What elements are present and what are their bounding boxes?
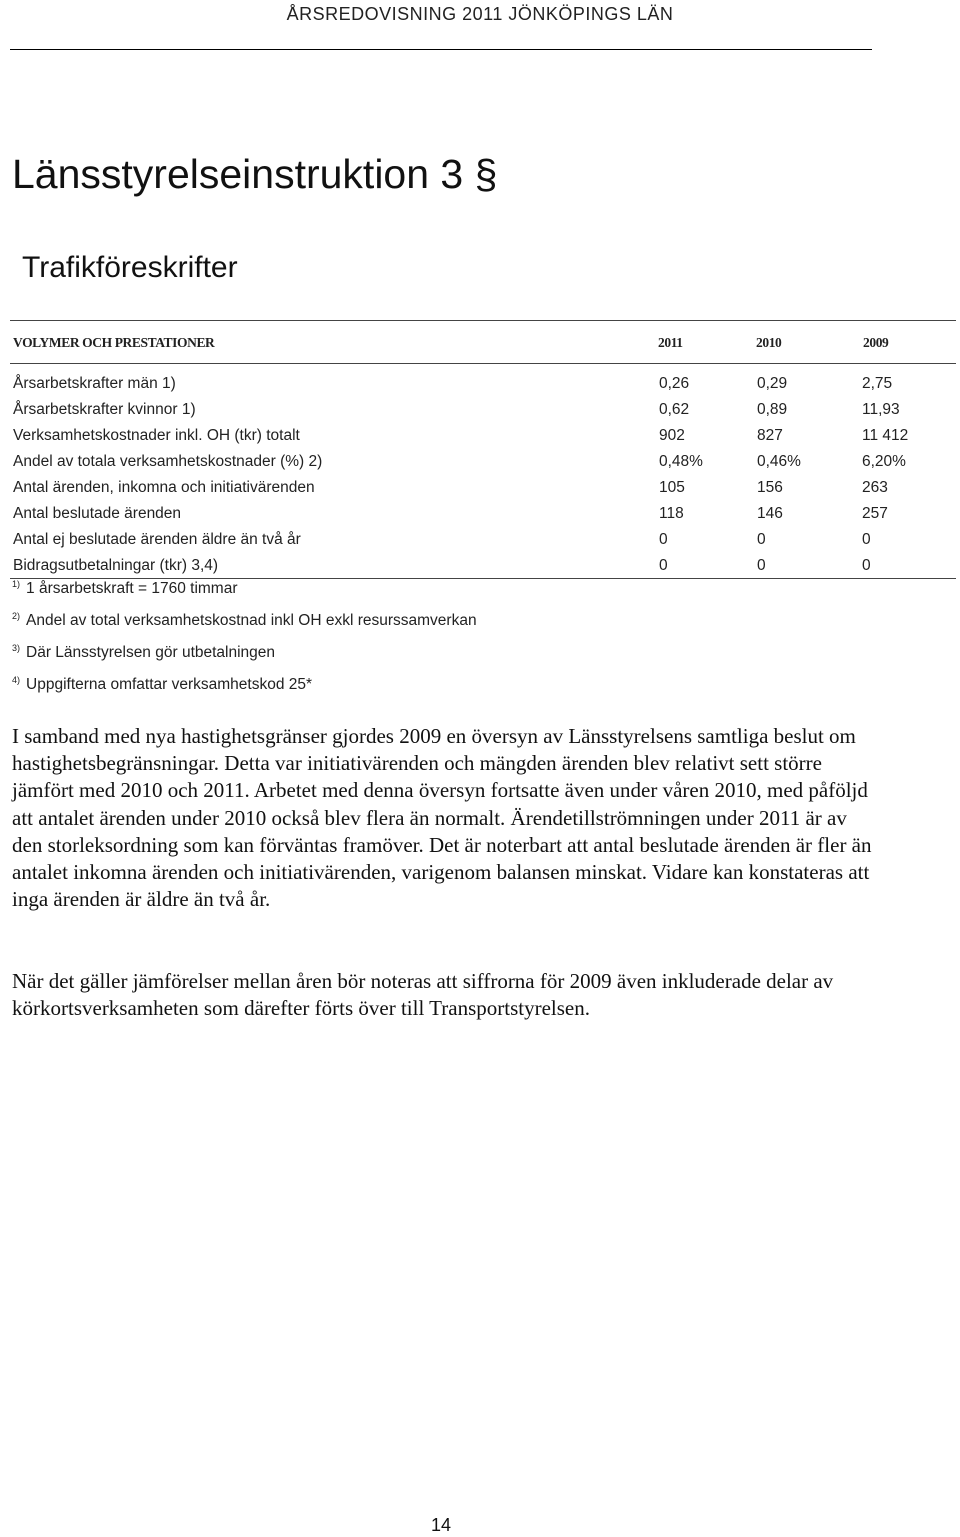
row-label: Årsarbetskrafter män 1) <box>13 375 176 392</box>
table-row <box>10 552 956 578</box>
table-row <box>10 422 956 448</box>
row-label: Årsarbetskrafter kvinnor 1) <box>13 401 196 418</box>
page-title: Länsstyrelseinstruktion 3 § <box>12 151 498 197</box>
footnotes <box>12 579 477 707</box>
body-paragraph: När det gäller jämförelser mellan åren bör noteras att siffrorna för 2009 även inkluderade delar av körkortsverksamheten som därefter förts över till Transportstyrelsen. <box>12 969 834 1021</box>
running-header: ÅRSREDOVISNING 2011 JÖNKÖPINGS LÄN <box>286 4 674 24</box>
year-header-2011: 2011 <box>658 335 683 350</box>
footnote <box>12 611 477 643</box>
cell-2010: 0 <box>757 557 766 574</box>
cell-2009: 11,93 <box>862 401 900 418</box>
cell-2010: 0,46% <box>757 453 801 470</box>
table-header-rule <box>10 363 956 364</box>
body-paragraph: I samband med nya hastighetsgränser gjordes 2009 en översyn av Länsstyrelsens samtliga beslut om hastighetsbegränsningar. Detta var initiativärenden och mängden ärenden blev relativt sett större jämfört med 2010 och 2011. Arbetet med denna översyn fortsatte även under våren 2010, med påföljd att antalet ärenden under 2010 också blev flera än normalt. Ärendetillströmningen under 2011 är av den storleksordning som kan förväntas framöver. Det är noterbart att antal beslutade ärenden är fler än antalet inkomna ärenden och initiativärenden, varigenom balansen minskat. Vidare kan konstateras att inga ärenden är äldre än två år. <box>12 724 872 912</box>
year-header-2010: 2010 <box>756 335 782 350</box>
footnote <box>12 675 477 707</box>
footnote-text: Uppgifterna omfattar verksamhetskod 25* <box>26 676 313 693</box>
cell-2009: 11 412 <box>862 427 909 444</box>
footnote <box>12 643 477 675</box>
cell-2009: 257 <box>862 505 888 522</box>
cell-2011: 0 <box>659 557 668 574</box>
cell-2010: 0,89 <box>757 401 788 418</box>
table-header-row <box>10 321 956 363</box>
row-label: Andel av totala verksamhetskostnader (%) 2) <box>13 453 323 470</box>
footnote-mark: 1) <box>12 579 21 589</box>
footnote-text: Där Länsstyrelsen gör utbetalningen <box>26 644 276 661</box>
table-row <box>10 474 956 500</box>
cell-2011: 0,62 <box>659 401 690 418</box>
cell-2011: 118 <box>659 505 684 522</box>
footnote-mark: 3) <box>12 643 21 653</box>
cell-2009: 0 <box>862 531 871 548</box>
row-label: Bidragsutbetalningar (tkr) 3,4) <box>13 557 219 574</box>
cell-2011: 105 <box>659 479 685 496</box>
table-row <box>10 396 956 422</box>
cell-2010: 0,29 <box>757 375 788 392</box>
cell-2011: 0,26 <box>659 375 690 392</box>
cell-2011: 0 <box>659 531 668 548</box>
row-label: Verksamhetskostnader inkl. OH (tkr) totalt <box>13 427 300 444</box>
table-row <box>10 370 956 396</box>
footnote-mark: 2) <box>12 611 21 621</box>
cell-2010: 0 <box>757 531 766 548</box>
section-title: Trafikföreskrifter <box>22 251 238 284</box>
row-label: Antal ärenden, inkomna och initiativärenden <box>13 479 315 496</box>
page-number: 14 <box>430 1515 452 1535</box>
footnote <box>12 579 477 611</box>
table-row <box>10 448 956 474</box>
year-header-2009: 2009 <box>863 335 889 350</box>
cell-2011: 0,48% <box>659 453 703 470</box>
cell-2009: 2,75 <box>862 375 893 392</box>
footnote-mark: 4) <box>12 675 21 685</box>
cell-2010: 827 <box>757 427 783 444</box>
table-row <box>10 526 956 552</box>
cell-2011: 902 <box>659 427 685 444</box>
volumes-table <box>10 320 956 579</box>
cell-2010: 146 <box>757 505 783 522</box>
footnote-text: Andel av total verksamhetskostnad inkl OH exkl resurssamverkan <box>26 612 477 629</box>
cell-2010: 156 <box>757 479 783 496</box>
cell-2009: 6,20% <box>862 453 906 470</box>
footnote-text: 1 årsarbetskraft = 1760 timmar <box>26 580 238 597</box>
table-row <box>10 500 956 526</box>
header-divider <box>10 49 872 50</box>
table-header-label: VOLYMER OCH PRESTATIONER <box>13 335 215 350</box>
row-label: Antal ej beslutade ärenden äldre än två år <box>13 531 301 548</box>
row-label: Antal beslutade ärenden <box>13 505 182 522</box>
cell-2009: 0 <box>862 557 871 574</box>
cell-2009: 263 <box>862 479 888 496</box>
